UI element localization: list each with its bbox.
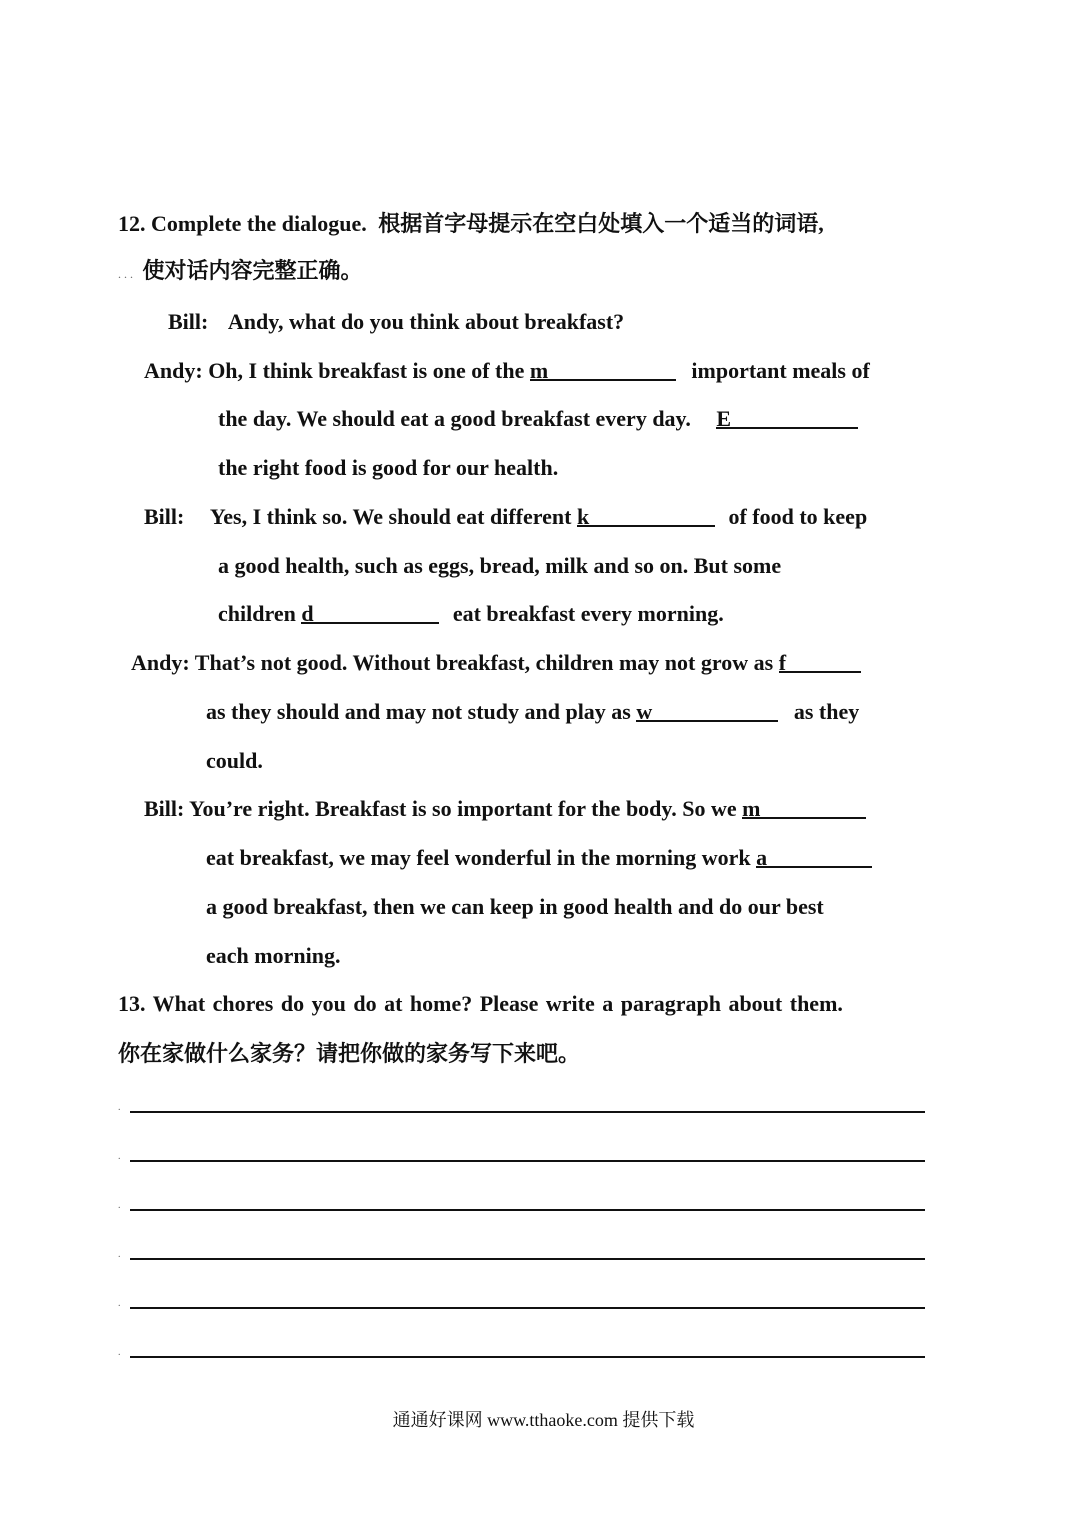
dialogue-text: eat breakfast, we may feel wonderful in the morning work <box>206 845 751 870</box>
dialogue-text: Yes, I think so. We should eat different <box>209 504 572 529</box>
dialogue-text: as they should and may not study and play as <box>206 699 631 724</box>
fill-blank[interactable]: f <box>779 649 861 673</box>
writing-line[interactable] <box>130 1160 925 1162</box>
dialogue-text: Andy, what do you think about breakfast? <box>227 309 625 334</box>
dialogue-line-5 <box>144 503 867 531</box>
fill-blank[interactable]: m <box>742 795 866 819</box>
dialogue-text: eat breakfast every morning. <box>452 601 724 626</box>
dialogue-line-13 <box>206 893 824 921</box>
writing-line[interactable] <box>130 1307 925 1309</box>
dialogue-text: a good health, such as eggs, bread, milk and so on. But some <box>218 553 782 578</box>
dialogue-line-10 <box>206 747 263 775</box>
dialogue-text: the right food is good for our health. <box>218 455 559 480</box>
q12-instruction-1: 根据首字母提示在空白处填入一个适当的词语, <box>378 211 824 236</box>
fill-blank[interactable]: m <box>530 357 676 381</box>
writing-line[interactable] <box>130 1258 925 1260</box>
dialogue-text: the day. We should eat a good breakfast every day. <box>218 406 691 431</box>
dialogue-text: of food to keep <box>728 504 868 529</box>
dialogue-line-9 <box>206 698 859 726</box>
writing-line[interactable] <box>130 1111 925 1113</box>
fill-blank[interactable]: a <box>756 844 872 868</box>
speaker: Andy: <box>144 358 203 383</box>
speaker: Bill: <box>144 504 185 529</box>
dialogue-text: could. <box>206 748 263 773</box>
dialogue-line-3 <box>218 405 858 433</box>
writing-line[interactable] <box>130 1209 925 1211</box>
dialogue-line-2 <box>144 357 870 385</box>
margin-dot: . <box>118 1249 121 1260</box>
margin-dot: . <box>118 1347 121 1358</box>
dialogue-text: as they <box>793 699 860 724</box>
margin-dots: . . . <box>118 267 133 281</box>
q12-heading: 12. Complete the dialogue. <box>118 211 367 236</box>
dialogue-line-11 <box>144 795 866 823</box>
dialogue-text: children <box>218 601 296 626</box>
margin-dot: . <box>118 1200 121 1211</box>
dialogue-text: important meals of <box>691 358 870 383</box>
margin-dot: . <box>118 1102 121 1113</box>
speaker: Bill: <box>168 309 209 334</box>
dialogue-line-8 <box>131 649 861 677</box>
fill-blank[interactable]: d <box>301 600 439 624</box>
q12-heading-line <box>118 210 824 238</box>
q13-instruction: 你在家做什么家务？请把你做的家务写下来吧。 <box>118 1041 581 1066</box>
page-footer: 通通好课网 www.tthaoke.com 提供下载 <box>392 1410 695 1430</box>
fill-blank[interactable]: w <box>636 698 778 722</box>
dialogue-line-14 <box>206 942 340 970</box>
dialogue-text: Oh, I think breakfast is one of the <box>208 358 525 383</box>
dialogue-text: You’re right. Breakfast is so important for the body. So we <box>189 796 737 821</box>
dialogue-text: each morning. <box>206 943 341 968</box>
fill-blank[interactable]: E <box>716 405 858 429</box>
q13-heading: 13. What chores do you do at home? Please write a paragraph about them. <box>118 991 843 1016</box>
dialogue-line-1 <box>168 308 624 336</box>
q12-instruction-line <box>118 257 363 288</box>
writing-line[interactable] <box>130 1356 925 1358</box>
dialogue-line-7 <box>218 600 724 628</box>
speaker: Andy: <box>131 650 190 675</box>
dialogue-line-4 <box>218 454 558 482</box>
dialogue-line-6 <box>218 552 781 580</box>
margin-dot: . <box>118 1298 121 1309</box>
margin-dot: . <box>118 1151 121 1162</box>
dialogue-line-12 <box>206 844 872 872</box>
dialogue-text: a good breakfast, then we can keep in good health and do our best <box>206 894 824 919</box>
fill-blank[interactable]: k <box>577 503 715 527</box>
q12-instruction-2: 使对话内容完整正确。 <box>142 258 363 283</box>
speaker: Bill: <box>144 796 185 821</box>
dialogue-text: That’s not good. Without breakfast, children may not grow as <box>194 650 774 675</box>
